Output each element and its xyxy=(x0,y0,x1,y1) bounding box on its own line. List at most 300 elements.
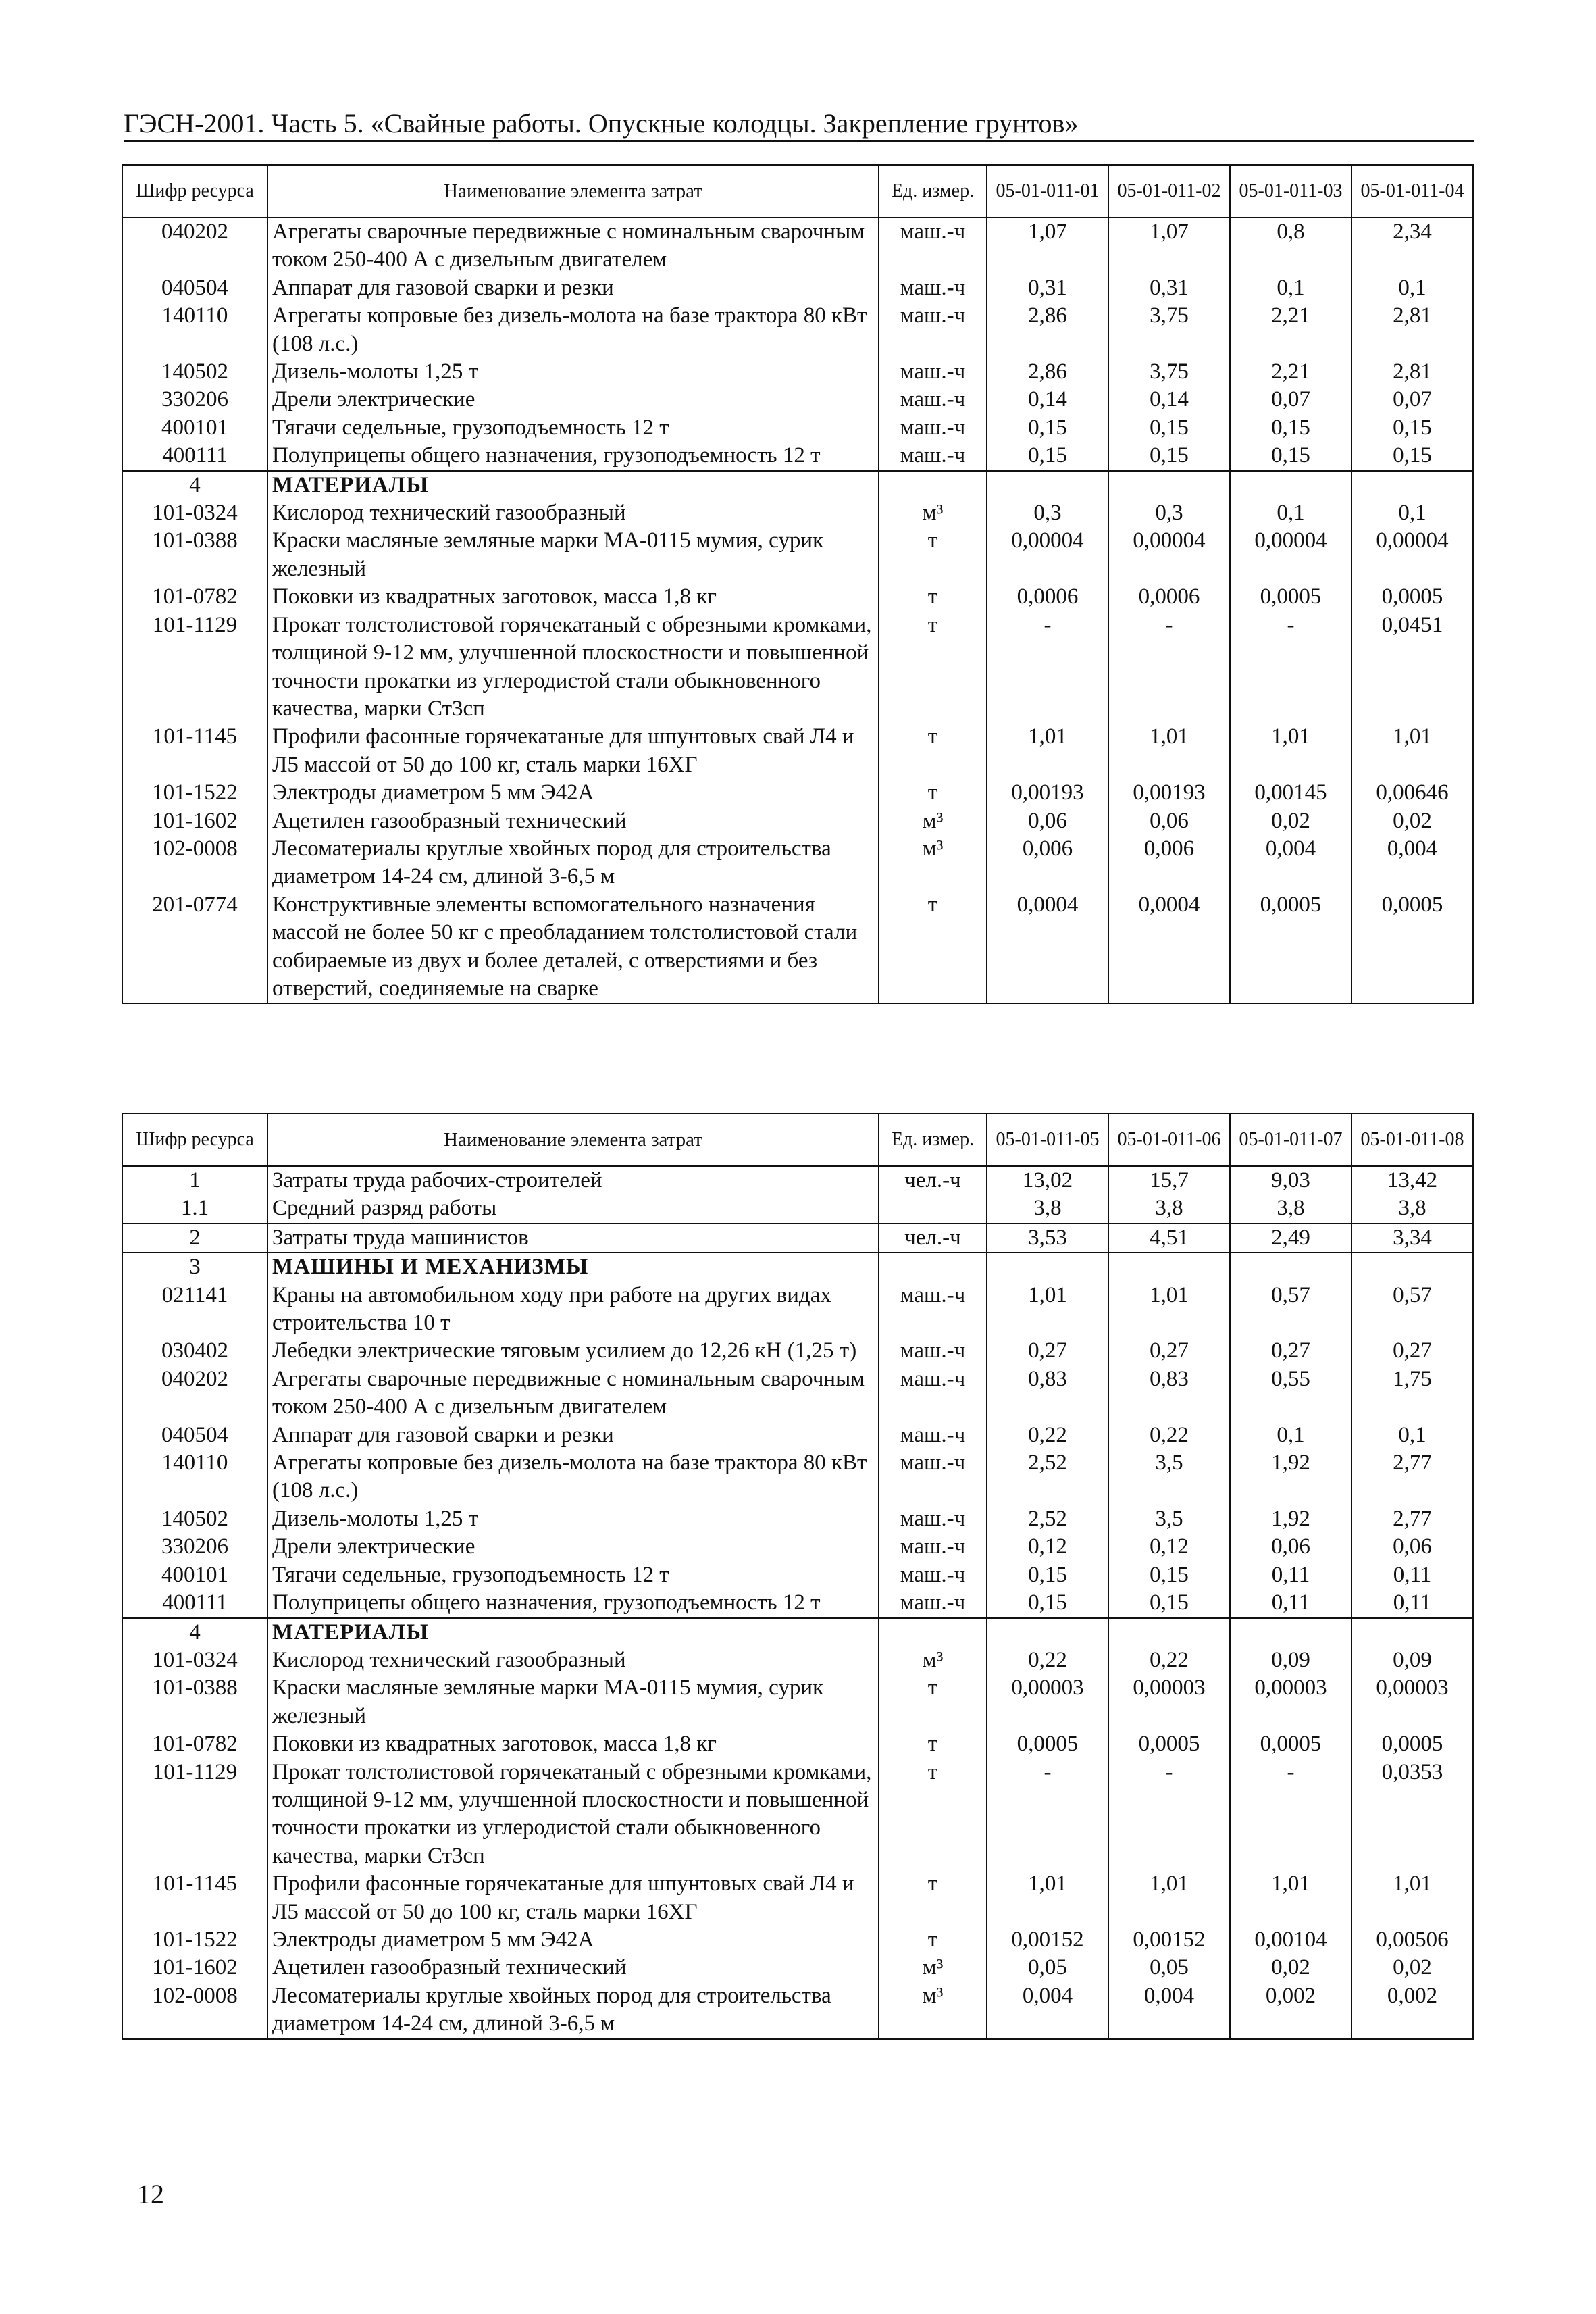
resource-name-cell: Агрегаты сварочные передвижные с номинальным сварочным током 250-400 А с дизельным двигателем xyxy=(267,1365,879,1422)
norm-value-cell: 2,77 xyxy=(1352,1449,1473,1505)
norm-value-cell: 1,92 xyxy=(1230,1449,1352,1505)
resource-code-cell: 101-1129 xyxy=(122,611,267,724)
norm-value-cell: 0,0451 xyxy=(1352,611,1473,724)
norm-value-cell: 0,11 xyxy=(1230,1561,1352,1589)
unit-cell: т xyxy=(879,723,987,779)
resource-code-cell: 400111 xyxy=(122,442,267,470)
resource-name-cell: Полуприцепы общего назначения, грузоподъемность 12 т xyxy=(267,442,879,470)
norm-value-cell: 0,57 xyxy=(1230,1282,1352,1338)
norm-value-cell xyxy=(1108,471,1230,499)
norm-value-cell: 0,15 xyxy=(1108,1561,1230,1589)
norm-value-cell: 0,0005 xyxy=(1230,583,1352,611)
unit-cell: маш.-ч xyxy=(879,274,987,302)
norm-value-cell: 9,03 xyxy=(1230,1166,1352,1194)
resource-name-cell: Прокат толстолистовой горячекатаный с обрезными кромками, толщиной 9-12 мм, улучшенной плоскостности и повышенной точности прокатки из углеродистой стали обыкновенного качества, марки Ст3сп xyxy=(267,611,879,724)
resource-name-cell: Ацетилен газообразный технический xyxy=(267,807,879,835)
resource-name-cell: Аппарат для газовой сварки и резки xyxy=(267,1422,879,1449)
norm-value-cell: 0,00004 xyxy=(1352,527,1473,583)
norm-value-cell: 0,15 xyxy=(987,1589,1108,1617)
table-row xyxy=(122,1505,1473,1533)
norm-value-cell: 0,02 xyxy=(1352,1954,1473,1982)
resource-name-cell: Дрели электрические xyxy=(267,386,879,413)
resource-name-cell: Средний разряд работы xyxy=(267,1194,879,1223)
norm-value-cell: 4,51 xyxy=(1108,1224,1230,1253)
resource-code-cell: 330206 xyxy=(122,386,267,413)
norm-value-cell: 0,00004 xyxy=(1230,527,1352,583)
norm-value-cell: 0,14 xyxy=(1108,386,1230,413)
header-rule xyxy=(124,140,1474,142)
resource-name-cell: Дизель-молоты 1,25 т xyxy=(267,1505,879,1533)
norm-value-cell: 0,00004 xyxy=(987,527,1108,583)
table-row xyxy=(122,1337,1473,1365)
resource-code-cell: 101-0388 xyxy=(122,1674,267,1730)
norm-value-cell: 0,22 xyxy=(1108,1422,1230,1449)
column-header-code: Шифр ресурса xyxy=(122,165,267,218)
resource-code-cell: 4 xyxy=(122,1618,267,1646)
column-header-norm: 05-01-011-05 xyxy=(987,1113,1108,1166)
norm-value-cell: 0,15 xyxy=(1108,1589,1230,1617)
resource-name-cell: Дрели электрические xyxy=(267,1533,879,1561)
norm-value-cell: 0,0005 xyxy=(1352,583,1473,611)
resource-code-cell: 101-1522 xyxy=(122,1926,267,1954)
resource-code-cell: 3 xyxy=(122,1253,267,1281)
norm-value-cell: 3,75 xyxy=(1108,358,1230,386)
norm-value-cell: 0,57 xyxy=(1352,1282,1473,1338)
norm-value-cell: 0,27 xyxy=(987,1337,1108,1365)
unit-cell: м³ xyxy=(879,1954,987,1982)
norm-value-cell: 1,01 xyxy=(987,1870,1108,1926)
resource-name-cell: Конструктивные элементы вспомогательного назначения массой не более 50 кг с преобладанием толстолистовой стали собираемые из двух и более деталей, с отверстиями и без отверстий, соединяемые на сварке xyxy=(267,891,879,1004)
norm-value-cell: 2,21 xyxy=(1230,302,1352,358)
norm-value-cell: 0,22 xyxy=(1108,1646,1230,1674)
norm-value-cell: 0,00152 xyxy=(987,1926,1108,1954)
resource-name-cell: Полуприцепы общего назначения, грузоподъемность 12 т xyxy=(267,1589,879,1617)
resource-code-cell: 400111 xyxy=(122,1589,267,1617)
norm-value-cell xyxy=(1352,1253,1473,1281)
resource-code-cell: 040504 xyxy=(122,1422,267,1449)
resource-code-cell: 040504 xyxy=(122,274,267,302)
resource-code-cell: 021141 xyxy=(122,1282,267,1338)
norm-value-cell: 0,1 xyxy=(1230,1422,1352,1449)
resource-name-cell: Поковки из квадратных заготовок, масса 1,8 кг xyxy=(267,1730,879,1758)
resource-code-cell: 101-0782 xyxy=(122,1730,267,1758)
resource-name-cell: Агрегаты сварочные передвижные с номинальным сварочным током 250-400 А с дизельным двигателем xyxy=(267,218,879,274)
norm-value-cell: 0,27 xyxy=(1108,1337,1230,1365)
norm-value-cell: 0,00193 xyxy=(1108,779,1230,807)
table-row xyxy=(122,1674,1473,1730)
norm-value-cell: 2,52 xyxy=(987,1505,1108,1533)
norm-value-cell: 0,31 xyxy=(987,274,1108,302)
norm-value-cell: 0,0004 xyxy=(987,891,1108,1004)
table-row xyxy=(122,1954,1473,1982)
norm-value-cell: 0,00145 xyxy=(1230,779,1352,807)
norm-value-cell: 1,92 xyxy=(1230,1505,1352,1533)
norm-value-cell: 0,00003 xyxy=(1230,1674,1352,1730)
unit-cell: маш.-ч xyxy=(879,386,987,413)
norm-value-cell: 0,02 xyxy=(1352,807,1473,835)
norm-value-cell: 0,15 xyxy=(987,1561,1108,1589)
unit-cell xyxy=(879,1618,987,1646)
norm-value-cell: 1,07 xyxy=(987,218,1108,274)
norm-value-cell: - xyxy=(1108,611,1230,724)
norm-value-cell: 3,8 xyxy=(1230,1194,1352,1223)
resource-name-cell: Профили фасонные горячекатаные для шпунтовых свай Л4 и Л5 массой от 50 до 100 кг, сталь марки 16ХГ xyxy=(267,723,879,779)
unit-cell: т xyxy=(879,1759,987,1871)
unit-cell: маш.-ч xyxy=(879,1422,987,1449)
norm-value-cell: 1,01 xyxy=(1108,1282,1230,1338)
unit-cell: маш.-ч xyxy=(879,1533,987,1561)
unit-cell: т xyxy=(879,1674,987,1730)
norm-value-cell: 0,00193 xyxy=(987,779,1108,807)
norm-value-cell: 0,09 xyxy=(1352,1646,1473,1674)
norm-value-cell: 0,0005 xyxy=(1230,891,1352,1004)
table-row xyxy=(122,274,1473,302)
norm-value-cell: 0,1 xyxy=(1352,1422,1473,1449)
resource-name-cell: Ацетилен газообразный технический xyxy=(267,1954,879,1982)
resource-code-cell: 101-1602 xyxy=(122,807,267,835)
norm-value-cell: 2,81 xyxy=(1352,358,1473,386)
table-row xyxy=(122,1561,1473,1589)
resource-code-cell: 201-0774 xyxy=(122,891,267,1004)
table-row xyxy=(122,1759,1473,1871)
norm-value-cell: 0,0004 xyxy=(1108,891,1230,1004)
table-row xyxy=(122,1224,1473,1253)
resource-name-cell: Краны на автомобильном ходу при работе на других видах строительства 10 т xyxy=(267,1282,879,1338)
norm-value-cell: 0,002 xyxy=(1230,1982,1352,2039)
norm-value-cell: 0,15 xyxy=(1352,414,1473,442)
resource-code-cell: 330206 xyxy=(122,1533,267,1561)
norm-value-cell: 0,14 xyxy=(987,386,1108,413)
norm-value-cell: 0,06 xyxy=(1352,1533,1473,1561)
table-row xyxy=(122,1282,1473,1338)
resource-code-cell: 101-0324 xyxy=(122,1646,267,1674)
norm-value-cell xyxy=(987,471,1108,499)
norm-value-cell: 0,004 xyxy=(987,1982,1108,2039)
norm-value-cell: 1,07 xyxy=(1108,218,1230,274)
unit-cell: т xyxy=(879,611,987,724)
norm-value-cell: 0,11 xyxy=(1230,1589,1352,1617)
norm-value-cell: 1,01 xyxy=(987,723,1108,779)
norm-value-cell: 2,77 xyxy=(1352,1505,1473,1533)
table-row xyxy=(122,1646,1473,1674)
resource-code-cell: 101-1522 xyxy=(122,779,267,807)
norm-value-cell: 1,01 xyxy=(1108,723,1230,779)
resource-name-cell: Кислород технический газообразный xyxy=(267,1646,879,1674)
resource-name-cell: Поковки из квадратных заготовок, масса 1,8 кг xyxy=(267,583,879,611)
table-row xyxy=(122,1982,1473,2039)
norm-value-cell xyxy=(1230,1618,1352,1646)
unit-cell: т xyxy=(879,891,987,1004)
column-header-norm: 05-01-011-04 xyxy=(1352,165,1473,218)
norm-value-cell: - xyxy=(1230,1759,1352,1871)
resource-code-cell: 102-0008 xyxy=(122,1982,267,2039)
unit-cell: маш.-ч xyxy=(879,1282,987,1338)
unit-cell: маш.-ч xyxy=(879,218,987,274)
norm-value-cell: 0,3 xyxy=(987,499,1108,527)
norm-value-cell: 0,006 xyxy=(987,835,1108,891)
norm-value-cell: 0,27 xyxy=(1352,1337,1473,1365)
unit-cell xyxy=(879,471,987,499)
norm-value-cell: 0,22 xyxy=(987,1422,1108,1449)
page-number: 12 xyxy=(137,2179,164,2209)
norm-value-cell xyxy=(1230,471,1352,499)
norm-value-cell: 0,83 xyxy=(987,1365,1108,1422)
norm-value-cell: 0,004 xyxy=(1230,835,1352,891)
norm-value-cell: 0,1 xyxy=(1352,274,1473,302)
resource-code-cell: 140502 xyxy=(122,358,267,386)
resource-code-cell: 1 xyxy=(122,1166,267,1194)
table-row xyxy=(122,442,1473,470)
norm-value-cell xyxy=(1352,1618,1473,1646)
norm-value-cell: 0,15 xyxy=(987,442,1108,470)
resource-name-cell: Электроды диаметром 5 мм Э42А xyxy=(267,779,879,807)
section-row xyxy=(122,471,1473,499)
table-row xyxy=(122,583,1473,611)
norm-value-cell xyxy=(1108,1253,1230,1281)
unit-cell: маш.-ч xyxy=(879,1365,987,1422)
unit-cell: м³ xyxy=(879,807,987,835)
table-row xyxy=(122,807,1473,835)
norm-value-cell: - xyxy=(1230,611,1352,724)
table-row xyxy=(122,499,1473,527)
norm-value-cell: 0,05 xyxy=(1108,1954,1230,1982)
unit-cell: т xyxy=(879,1926,987,1954)
resource-name-cell: Затраты труда рабочих-строителей xyxy=(267,1166,879,1194)
unit-cell: т xyxy=(879,779,987,807)
column-header-norm: 05-01-011-08 xyxy=(1352,1113,1473,1166)
norm-value-cell: 0,00646 xyxy=(1352,779,1473,807)
resource-table-2 xyxy=(122,1113,1474,2040)
norm-value-cell: 3,5 xyxy=(1108,1449,1230,1505)
norm-value-cell: 0,06 xyxy=(1108,807,1230,835)
resource-code-cell: 140110 xyxy=(122,1449,267,1505)
table-row xyxy=(122,611,1473,724)
norm-value-cell: 0,1 xyxy=(1352,499,1473,527)
unit-cell: чел.-ч xyxy=(879,1166,987,1194)
table-row xyxy=(122,386,1473,413)
norm-value-cell: 2,86 xyxy=(987,302,1108,358)
table-header-row xyxy=(122,1113,1473,1166)
unit-cell xyxy=(879,1253,987,1281)
norm-value-cell: 0,00152 xyxy=(1108,1926,1230,1954)
resource-name-cell: Агрегаты копровые без дизель-молота на базе трактора 80 кВт (108 л.с.) xyxy=(267,302,879,358)
resource-name-cell: Тягачи седельные, грузоподъемность 12 т xyxy=(267,414,879,442)
norm-value-cell: 0,06 xyxy=(1230,1533,1352,1561)
norm-value-cell: 0,0005 xyxy=(987,1730,1108,1758)
norm-value-cell: 0,0006 xyxy=(987,583,1108,611)
resource-table-1 xyxy=(122,164,1474,1004)
resource-name-cell: МАТЕРИАЛЫ xyxy=(267,471,879,499)
norm-value-cell: 0,07 xyxy=(1352,386,1473,413)
norm-value-cell: 13,02 xyxy=(987,1166,1108,1194)
resource-code-cell: 140110 xyxy=(122,302,267,358)
norm-value-cell: 0,00104 xyxy=(1230,1926,1352,1954)
norm-value-cell: 0,55 xyxy=(1230,1365,1352,1422)
norm-value-cell: 2,52 xyxy=(987,1449,1108,1505)
column-header-norm: 05-01-011-03 xyxy=(1230,165,1352,218)
unit-cell: м³ xyxy=(879,1646,987,1674)
norm-value-cell: 0,0005 xyxy=(1230,1730,1352,1758)
unit-cell: м³ xyxy=(879,499,987,527)
running-header: ГЭСН-2001. Часть 5. «Свайные работы. Опускные колодцы. Закрепление грунтов» xyxy=(124,108,1079,139)
norm-value-cell: 0,02 xyxy=(1230,1954,1352,1982)
norm-value-cell: 0,02 xyxy=(1230,807,1352,835)
norm-value-cell: 0,15 xyxy=(987,414,1108,442)
resource-code-cell: 101-1145 xyxy=(122,723,267,779)
table-row xyxy=(122,218,1473,274)
column-header-norm: 05-01-011-07 xyxy=(1230,1113,1352,1166)
table-row xyxy=(122,1422,1473,1449)
norm-value-cell: - xyxy=(987,1759,1108,1871)
table-row xyxy=(122,891,1473,1004)
table-row xyxy=(122,302,1473,358)
section-row xyxy=(122,1253,1473,1281)
resource-name-cell: Краски масляные земляные марки МА-0115 мумия, сурик железный xyxy=(267,1674,879,1730)
norm-value-cell: 0,22 xyxy=(987,1646,1108,1674)
resource-code-cell: 2 xyxy=(122,1224,267,1253)
norm-value-cell: 0,31 xyxy=(1108,274,1230,302)
norm-value-cell: 0,15 xyxy=(1230,442,1352,470)
norm-value-cell: 0,00003 xyxy=(1352,1674,1473,1730)
resource-code-cell: 101-0324 xyxy=(122,499,267,527)
norm-value-cell: 0,09 xyxy=(1230,1646,1352,1674)
resource-name-cell: Прокат толстолистовой горячекатаный с обрезными кромками, толщиной 9-12 мм, улучшенной плоскостности и повышенной точности прокатки из углеродистой стали обыкновенного качества, марки Ст3сп xyxy=(267,1759,879,1871)
resource-name-cell: МАШИНЫ И МЕХАНИЗМЫ xyxy=(267,1253,879,1281)
column-header-code: Шифр ресурса xyxy=(122,1113,267,1166)
table-row xyxy=(122,358,1473,386)
unit-cell: маш.-ч xyxy=(879,414,987,442)
norm-value-cell: 0,15 xyxy=(1352,442,1473,470)
unit-cell: т xyxy=(879,1730,987,1758)
norm-value-cell: - xyxy=(1108,1759,1230,1871)
resource-name-cell: Лесоматериалы круглые хвойных пород для строительства диаметром 14-24 см, длиной 3-6,5 м xyxy=(267,835,879,891)
table-row xyxy=(122,1166,1473,1194)
norm-value-cell: 3,5 xyxy=(1108,1505,1230,1533)
table-row xyxy=(122,779,1473,807)
norm-value-cell: 0,15 xyxy=(1108,414,1230,442)
norm-value-cell: 0,11 xyxy=(1352,1589,1473,1617)
resource-code-cell: 400101 xyxy=(122,1561,267,1589)
column-header-norm: 05-01-011-06 xyxy=(1108,1113,1230,1166)
resource-code-cell: 101-1145 xyxy=(122,1870,267,1926)
norm-value-cell: 3,8 xyxy=(1352,1194,1473,1223)
resource-code-cell: 140502 xyxy=(122,1505,267,1533)
norm-value-cell: 1,01 xyxy=(1352,723,1473,779)
resource-code-cell: 1.1 xyxy=(122,1194,267,1223)
resource-name-cell: Электроды диаметром 5 мм Э42А xyxy=(267,1926,879,1954)
resource-name-cell: Затраты труда машинистов xyxy=(267,1224,879,1253)
norm-value-cell: 3,34 xyxy=(1352,1224,1473,1253)
norm-value-cell: 0,00003 xyxy=(1108,1674,1230,1730)
norm-value-cell: 0,0006 xyxy=(1108,583,1230,611)
unit-cell: маш.-ч xyxy=(879,1505,987,1533)
resource-code-cell: 040202 xyxy=(122,1365,267,1422)
table-row xyxy=(122,835,1473,891)
norm-value-cell: 0,00003 xyxy=(987,1674,1108,1730)
norm-value-cell: 15,7 xyxy=(1108,1166,1230,1194)
norm-value-cell: 0,0005 xyxy=(1352,1730,1473,1758)
resource-name-cell: Дизель-молоты 1,25 т xyxy=(267,358,879,386)
column-header-unit: Ед. измер. xyxy=(879,1113,987,1166)
norm-value-cell: 0,0005 xyxy=(1352,891,1473,1004)
resource-name-cell: Тягачи седельные, грузоподъемность 12 т xyxy=(267,1561,879,1589)
norm-value-cell: - xyxy=(987,611,1108,724)
unit-cell: м³ xyxy=(879,835,987,891)
norm-value-cell: 0,0353 xyxy=(1352,1759,1473,1871)
table-row xyxy=(122,1730,1473,1758)
norm-value-cell xyxy=(987,1253,1108,1281)
unit-cell: маш.-ч xyxy=(879,1589,987,1617)
resource-name-cell: Лесоматериалы круглые хвойных пород для строительства диаметром 14-24 см, длиной 3-6,5 м xyxy=(267,1982,879,2039)
resource-code-cell: 102-0008 xyxy=(122,835,267,891)
norm-value-cell: 0,8 xyxy=(1230,218,1352,274)
norm-value-cell: 2,81 xyxy=(1352,302,1473,358)
resource-code-cell: 4 xyxy=(122,471,267,499)
norm-value-cell: 1,01 xyxy=(987,1282,1108,1338)
norm-value-cell: 0,07 xyxy=(1230,386,1352,413)
unit-cell: маш.-ч xyxy=(879,1449,987,1505)
norm-value-cell xyxy=(1108,1618,1230,1646)
resource-code-cell: 030402 xyxy=(122,1337,267,1365)
norm-value-cell: 0,27 xyxy=(1230,1337,1352,1365)
unit-cell: маш.-ч xyxy=(879,1337,987,1365)
norm-value-cell: 0,00506 xyxy=(1352,1926,1473,1954)
norm-value-cell: 0,15 xyxy=(1230,414,1352,442)
norm-value-cell: 3,8 xyxy=(1108,1194,1230,1223)
resource-code-cell: 040202 xyxy=(122,218,267,274)
resource-name-cell: Профили фасонные горячекатаные для шпунтовых свай Л4 и Л5 массой от 50 до 100 кг, сталь марки 16ХГ xyxy=(267,1870,879,1926)
norm-value-cell: 3,53 xyxy=(987,1224,1108,1253)
norm-value-cell: 0,83 xyxy=(1108,1365,1230,1422)
unit-cell: т xyxy=(879,583,987,611)
norm-value-cell: 1,01 xyxy=(1230,723,1352,779)
unit-cell: т xyxy=(879,1870,987,1926)
norm-value-cell: 0,15 xyxy=(1108,442,1230,470)
norm-value-cell: 2,86 xyxy=(987,358,1108,386)
table-row xyxy=(122,1926,1473,1954)
table-row xyxy=(122,1533,1473,1561)
norm-value-cell: 0,1 xyxy=(1230,274,1352,302)
norm-value-cell: 1,01 xyxy=(1230,1870,1352,1926)
norm-value-cell xyxy=(1230,1253,1352,1281)
column-header-unit: Ед. измер. xyxy=(879,165,987,218)
unit-cell: маш.-ч xyxy=(879,302,987,358)
unit-cell: маш.-ч xyxy=(879,442,987,470)
unit-cell: маш.-ч xyxy=(879,358,987,386)
column-header-name: Наименование элемента затрат xyxy=(267,1113,879,1166)
norm-value-cell xyxy=(987,1618,1108,1646)
norm-value-cell: 0,12 xyxy=(987,1533,1108,1561)
table-row xyxy=(122,414,1473,442)
resource-code-cell: 101-0388 xyxy=(122,527,267,583)
norm-value-cell: 3,8 xyxy=(987,1194,1108,1223)
norm-value-cell: 0,004 xyxy=(1108,1982,1230,2039)
norm-value-cell: 1,01 xyxy=(1352,1870,1473,1926)
column-header-norm: 05-01-011-01 xyxy=(987,165,1108,218)
norm-value-cell: 3,75 xyxy=(1108,302,1230,358)
resource-code-cell: 400101 xyxy=(122,414,267,442)
norm-value-cell: 1,01 xyxy=(1108,1870,1230,1926)
norm-value-cell: 0,3 xyxy=(1108,499,1230,527)
table-header-row xyxy=(122,165,1473,218)
unit-cell: м³ xyxy=(879,1982,987,2039)
unit-cell xyxy=(879,1194,987,1223)
norm-value-cell: 0,00004 xyxy=(1108,527,1230,583)
norm-value-cell: 0,12 xyxy=(1108,1533,1230,1561)
resource-name-cell: Аппарат для газовой сварки и резки xyxy=(267,274,879,302)
unit-cell: чел.-ч xyxy=(879,1224,987,1253)
norm-value-cell: 0,11 xyxy=(1352,1561,1473,1589)
